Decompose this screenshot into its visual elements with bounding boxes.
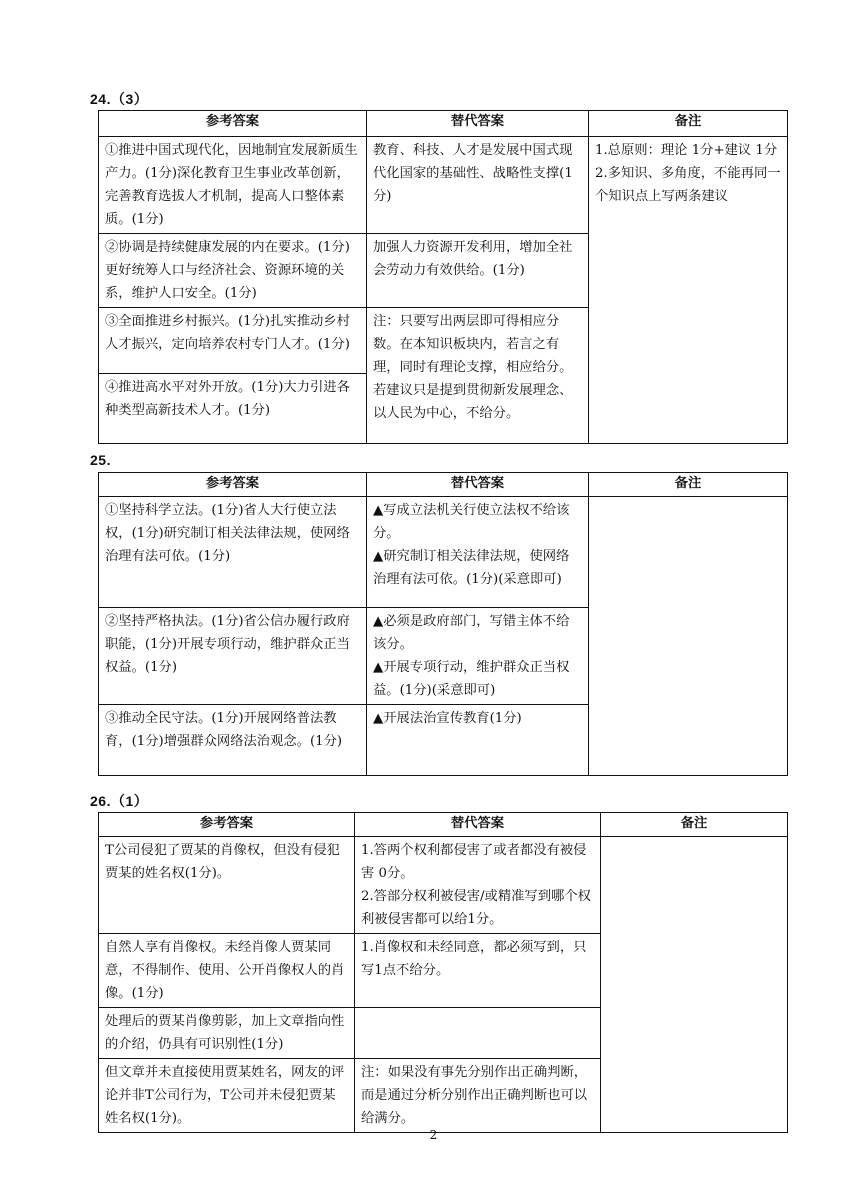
q25-note bbox=[589, 497, 788, 776]
q26-ref-4: 但文章并未直接使用贾某姓名，网友的评论并非T公司行为，T公司并未侵犯贾某姓名权(1分)。 bbox=[99, 1059, 355, 1133]
q26-alt-4: 注：如果没有事先分别作出正确判断，而是通过分析分别作出正确判断也可以给满分。 bbox=[355, 1059, 601, 1133]
q25-answer-table bbox=[98, 472, 788, 776]
q24-answer-table bbox=[98, 110, 788, 444]
q24-header-alt: 替代答案 bbox=[367, 111, 589, 137]
q26-answer-table bbox=[98, 812, 788, 1133]
q25-alt-2: ▲必须是政府部门，写错主体不给该分。 ▲开展专项行动，维护群众正当权益。(1分)(采意即可) bbox=[367, 608, 589, 705]
q26-ref-3: 处理后的贾某肖像剪影，加上文章指向性的介绍，仍具有可识别性(1分) bbox=[99, 1008, 355, 1059]
q25-ref-3: ③推动全民守法。(1分)开展网络普法教育，(1分)增强群众网络法治观念。(1分) bbox=[99, 705, 367, 776]
q24-note: 1.总原则：理论 1分+建议 1分 2.多知识、多角度，不能再同一个知识点上写两条建议 bbox=[589, 137, 788, 444]
q26-header-ref: 参考答案 bbox=[99, 813, 355, 837]
q24-header-ref: 参考答案 bbox=[99, 111, 367, 137]
q24-alt-1: 教育、科技、人才是发展中国式现代化国家的基础性、战略性支撑(1分) bbox=[367, 137, 589, 234]
q25-title: 25. bbox=[90, 452, 111, 468]
q25-header-note: 备注 bbox=[589, 473, 788, 497]
q24-ref-4: ④推进高水平对外开放。(1分)大力引进各种类型高新技术人才。(1分) bbox=[99, 374, 367, 444]
q26-ref-1: T公司侵犯了贾某的肖像权，但没有侵犯贾某的姓名权(1分)。 bbox=[99, 837, 355, 934]
q26-ref-2: 自然人享有肖像权。未经肖像人贾某同意，不得制作、使用、公开肖像权人的肖像。(1分) bbox=[99, 934, 355, 1008]
q25-ref-2: ②坚持严格执法。(1分)省公信办履行政府职能，(1分)开展专项行动，维护群众正当权益。(1分) bbox=[99, 608, 367, 705]
q24-header-note: 备注 bbox=[589, 111, 788, 137]
q24-ref-3: ③全面推进乡村振兴。(1分)扎实推动乡村人才振兴，定向培养农村专门人才。(1分) bbox=[99, 308, 367, 374]
q24-ref-2: ②协调是持续健康发展的内在要求。(1分)更好统筹人口与经济社会、资源环境的关系，维护人口安全。(1分) bbox=[99, 234, 367, 308]
page-number: 2 bbox=[429, 1128, 438, 1142]
q26-alt-1: 1.答两个权利都侵害了或者都没有被侵害 0分。 2.答部分权利被侵害/或精准写到哪个权利被侵害都可以给1分。 bbox=[355, 837, 601, 934]
q26-alt-2: 1.肖像权和未经同意，都必须写到，只写1点不给分。 bbox=[355, 934, 601, 1008]
q24-ref-1: ①推进中国式现代化，因地制宜发展新质生产力。(1分)深化教育卫生事业改革创新，完善教育选拔人才机制，提高人口整体素质。(1分) bbox=[99, 137, 367, 234]
q26-alt-3 bbox=[355, 1008, 601, 1059]
q25-alt-3: ▲开展法治宣传教育(1分) bbox=[367, 705, 589, 776]
q25-ref-1: ①坚持科学立法。(1分)省人大行使立法权，(1分)研究制订相关法律法规，使网络治理有法可依。(1分) bbox=[99, 497, 367, 608]
q24-title: 24.（3） bbox=[90, 91, 149, 107]
q25-header-alt: 替代答案 bbox=[367, 473, 589, 497]
q26-header-note: 备注 bbox=[601, 813, 788, 837]
q24-alt-2: 加强人力资源开发利用，增加全社会劳动力有效供给。(1分) bbox=[367, 234, 589, 308]
q26-note bbox=[601, 837, 788, 1133]
q26-header-alt: 替代答案 bbox=[355, 813, 601, 837]
q25-alt-1: ▲写成立法机关行使立法权不给该分。 ▲研究制订相关法律法规，使网络治理有法可依。(1分)(采意即可) bbox=[367, 497, 589, 608]
q24-alt-3: 注：只要写出两层即可得相应分数。在本知识板块内，若言之有理，同时有理论支撑，相应给分。若建议只是提到贯彻新发展理念、以人民为中心，不给分。 bbox=[367, 308, 589, 444]
q25-header-ref: 参考答案 bbox=[99, 473, 367, 497]
q26-title: 26.（1） bbox=[90, 793, 149, 809]
